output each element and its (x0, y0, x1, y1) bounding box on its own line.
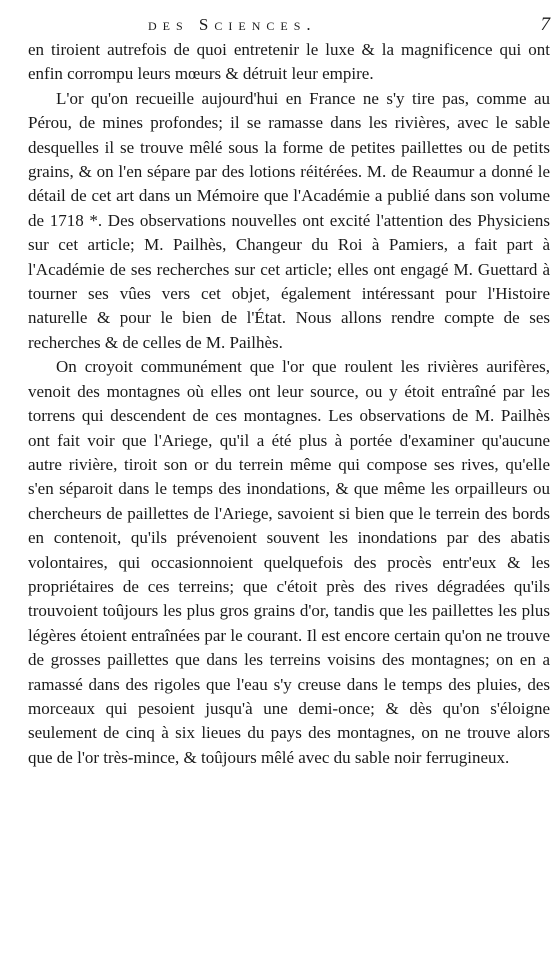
paragraph-continuation: en tiroient autrefois de quoi entretenir le luxe & la magnificence qui ont enfin corrompu leurs mœurs & détruit leur empire. (28, 40, 550, 84)
paragraph-ariege-observations: On croyoit communément que l'or que roulent les rivières aurifères, venoit des montagnes où elles ont leur source, ou y étoit entraîné par les torrens qui descendent de ces montagnes. Les observations de M. Pailhès ont fait voir que l'Ariege, qu'il a été plus à portée d'examiner qu'aucune autre rivière, tiroit son or du terrein même qui compose ses rives, qu'elle s'en séparoit dans le temps des inondations, & que même les orpailleurs ou chercheurs de paillettes de l'Ariege, savoient si bien que le terrein des bords en contenoit, qu'ils prévenoient souvent les inondations par des abatis volontaires, qui occasionnoient quelquefois des procès entr'eux & les propriétaires de ces terreins; que c'étoit près des rives dégradées qu'ils trouvoient toûjours les plus gros grains d'or, tandis que les paillettes les plus légères étoient entraînées par le courant. Il est encore certain qu'on ne trouve de grosses paillettes que dans les terreins voisins des montagnes; on en a ramassé dans des rigoles que l'eau s'y creuse dans le temps des pluies, des morceaux qui pesoient jusqu'à une demi-once; & dès qu'on s'éloigne seulement de cinq à six lieues du pays des montagnes, on ne trouve alors que de l'or très-mince, & toûjours mêlé avec du sable noir ferrugineux. (28, 357, 550, 767)
paragraph-gold-in-france: L'or qu'on recueille aujourd'hui en France ne s'y tire pas, comme au Pérou, de mines profondes; il se ramasse dans les rivières, avec le sable desquelles il se trouve mêlé sous la forme de petites paillettes ou de petits grains, & on l'en sépare par des lotions réitérées. M. de Reaumur a donné le détail de cet art dans un Mémoire que l'Académie a publié dans son volume de 1718 *. Des observations nouvelles ont excité l'attention des Physiciens sur cet article; M. Pailhès, Changeur du Roi à Pamiers, a fait part à l'Académie de ses recherches sur cet article; elles ont engagé M. Guettard à tourner ses vûes vers cet objet, également intéressant pour l'Histoire naturelle & pour le bien de l'État. Nous allons rendre compte de ses recherches & de celles de M. Pailhès. (28, 88, 550, 352)
page-header (30, 10, 554, 40)
page-number: 7 (540, 14, 550, 35)
body-text (28, 38, 550, 770)
running-head: des Sciences. (148, 15, 317, 34)
